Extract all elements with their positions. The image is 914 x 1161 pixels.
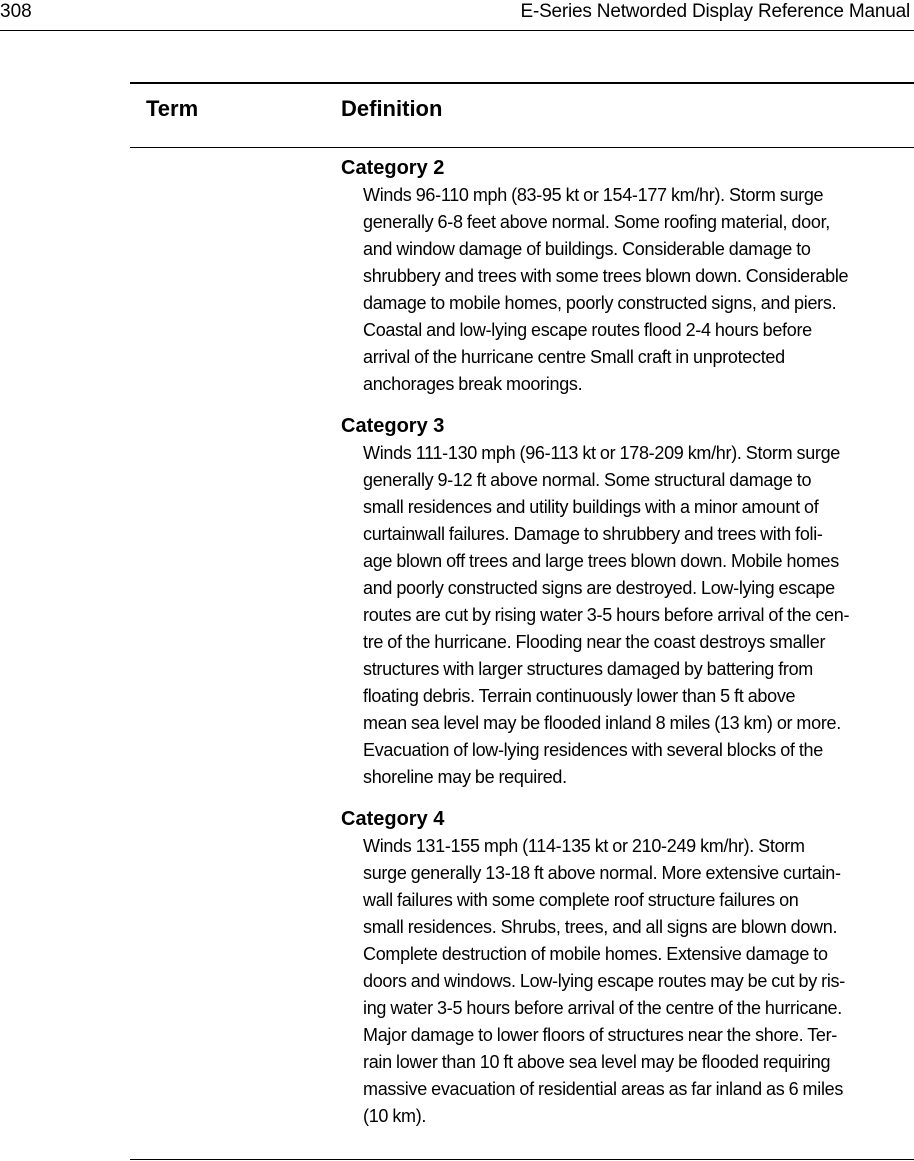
entry-category-4 <box>341 806 911 1130</box>
entry-title: Category 4 <box>341 808 445 830</box>
definition-line: damage to mobile homes, poorly constructed signs, and piers. <box>363 293 837 313</box>
definition-line: floating debris. Terrain continuously lower than 5 ft above <box>363 686 796 706</box>
definition-line: ing water 3-5 hours before arrival of the centre of the hurricane. <box>363 998 842 1018</box>
entry-definition <box>363 440 911 791</box>
definition-line: (10 km). <box>363 1106 427 1126</box>
table-top-rule <box>130 82 914 84</box>
definition-line: small residences. Shrubs, trees, and all signs are blown down. <box>363 917 838 937</box>
definition-line: wall failures with some complete roof structure failures on <box>363 890 799 910</box>
definition-column <box>341 155 911 1145</box>
definition-line: Major damage to lower floors of structures near the shore. Ter- <box>363 1025 837 1045</box>
definition-line: tre of the hurricane. Flooding near the coast destroys smaller <box>363 632 826 652</box>
entry-title: Category 3 <box>341 415 445 437</box>
definition-line: shrubbery and trees with some trees blown down. Considerable <box>363 266 849 286</box>
definition-line: rain lower than 10 ft above sea level may be flooded requiring <box>363 1052 831 1072</box>
definition-line: routes are cut by rising water 3-5 hours before arrival of the cen- <box>363 605 850 625</box>
page-number: 308 <box>0 1 32 22</box>
definition-line: and poorly constructed signs are destroyed. Low-lying escape <box>363 578 835 598</box>
definition-line: massive evacuation of residential areas as far inland as 6 miles <box>363 1079 844 1099</box>
definition-line: mean sea level may be flooded inland 8 miles (13 km) or more. <box>363 713 841 733</box>
definition-line: Complete destruction of mobile homes. Extensive damage to <box>363 944 828 964</box>
definition-line: Winds 96-110 mph (83-95 kt or 154-177 km/hr). Storm surge <box>363 185 824 205</box>
definition-line: age blown off trees and large trees blown down. Mobile homes <box>363 551 839 571</box>
table-bottom-rule <box>130 1159 914 1160</box>
definition-line: small residences and utility buildings with a minor amount of <box>363 497 819 517</box>
table-header-rule <box>130 147 914 148</box>
entry-category-2 <box>341 155 911 398</box>
definition-line: shoreline may be required. <box>363 767 567 787</box>
definition-line: curtainwall failures. Damage to shrubbery and trees with foli- <box>363 524 823 544</box>
definition-line: and window damage of buildings. Considerable damage to <box>363 239 811 259</box>
entry-title: Category 2 <box>341 157 445 179</box>
running-header <box>0 0 914 31</box>
definition-line: surge generally 13-18 ft above normal. More extensive curtain- <box>363 863 841 883</box>
definition-line: generally 9-12 ft above normal. Some structural damage to <box>363 470 812 490</box>
entry-definition <box>363 182 911 398</box>
entry-definition <box>363 833 911 1130</box>
definition-line: generally 6-8 feet above normal. Some roofing material, door, <box>363 212 830 232</box>
manual-title: E-Series Networded Display Reference Manual <box>520 1 910 22</box>
definition-line: Evacuation of low-lying residences with several blocks of the <box>363 740 823 760</box>
entry-category-3 <box>341 413 911 791</box>
definition-line: Winds 131-155 mph (114-135 kt or 210-249 km/hr). Storm <box>363 836 805 856</box>
definition-line: Winds 111-130 mph (96-113 kt or 178-209 km/hr). Storm surge <box>363 443 841 463</box>
column-header-definition: Definition <box>341 96 443 121</box>
definition-line: arrival of the hurricane centre Small craft in unprotected <box>363 347 785 367</box>
definition-line: anchorages break moorings. <box>363 374 583 394</box>
definition-line: Coastal and low-lying escape routes flood 2-4 hours before <box>363 320 812 340</box>
column-header-term: Term <box>146 96 199 121</box>
definition-line: structures with larger structures damaged by battering from <box>363 659 813 679</box>
definition-line: doors and windows. Low-lying escape routes may be cut by ris- <box>363 971 845 991</box>
